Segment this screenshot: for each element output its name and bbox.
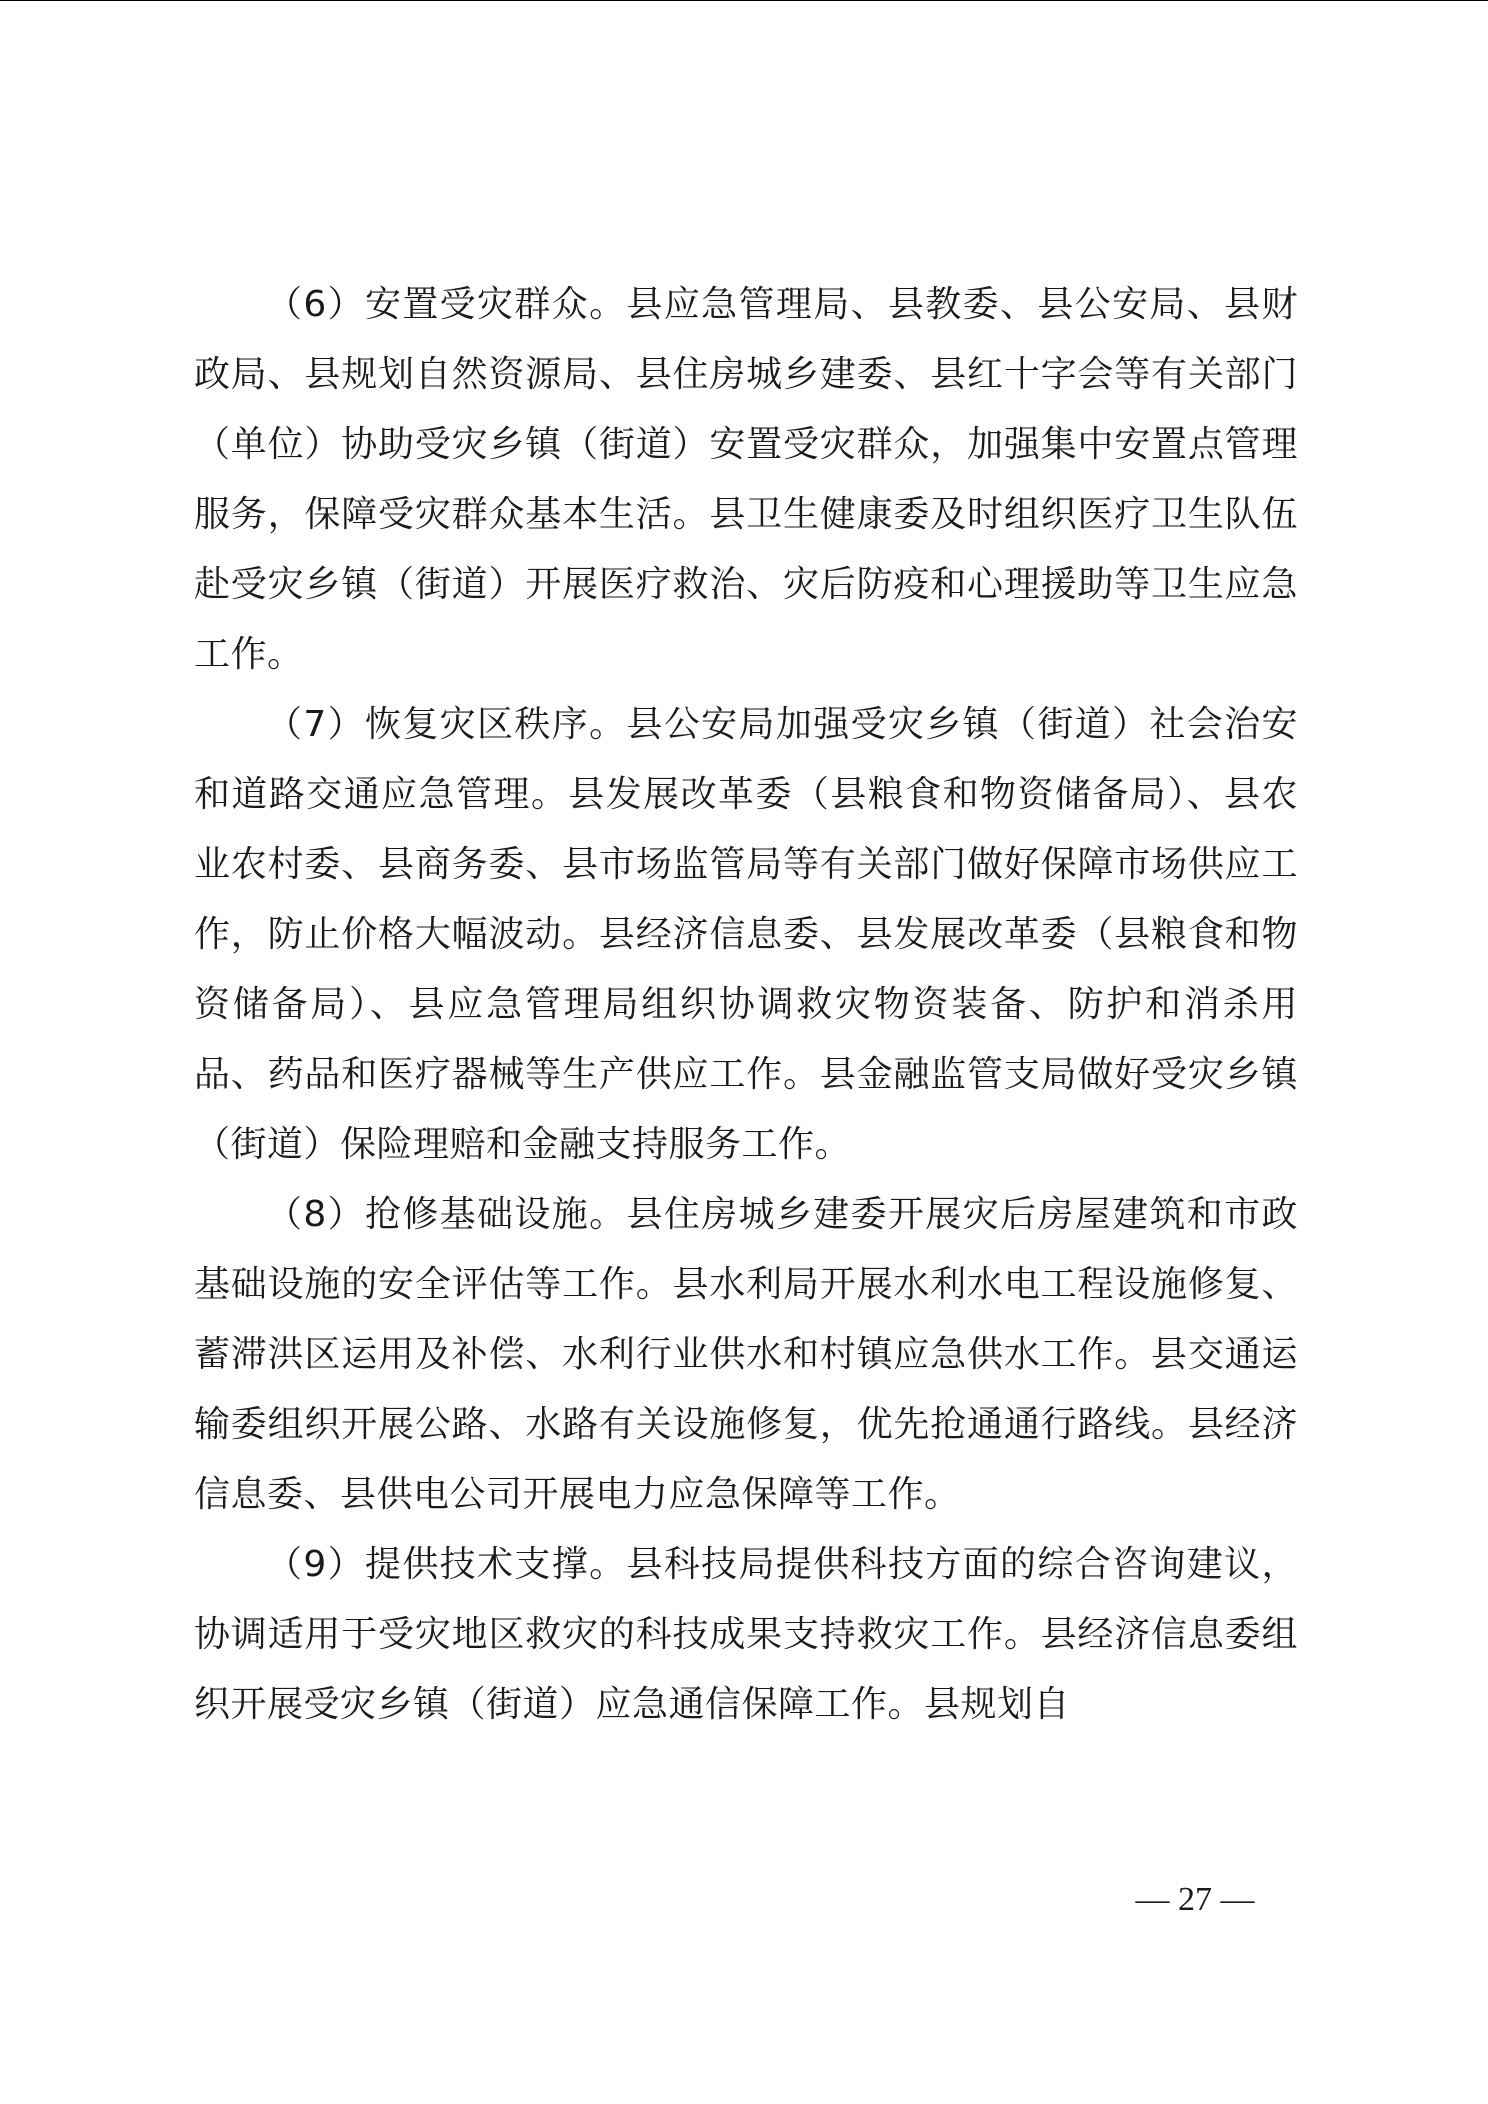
paragraph-6: （6）安置受灾群众。县应急管理局、县教委、县公安局、县财政局、县规划自然资源局、县住房城乡建委、县红十字会等有关部门（单位）协助受灾乡镇（街道）安置受灾群众，加强集中安置点管理服务，保障受灾群众基本生活。县卫生健康委及时组织医疗卫生队伍赴受灾乡镇（街道）开展医疗救治、灾后防疫和心理援助等卫生应急工作。: [194, 284, 1298, 675]
paragraph-7: （7）恢复灾区秩序。县公安局加强受灾乡镇（街道）社会治安和道路交通应急管理。县发展改革委（县粮食和物资储备局）、县农业农村委、县商务委、县市场监管局等有关部门做好保障市场供应工作，防止价格大幅波动。县经济信息委、县发展改革委（县粮食和物资储备局）、县应急管理局组织协调救灾物资装备、防护和消杀用品、药品和医疗器械等生产供应工作。县金融监管支局做好受灾乡镇（街道）保险理赔和金融支持服务工作。: [194, 704, 1298, 1165]
paragraph-9: （9）提供技术支撑。县科技局提供科技方面的综合咨询建议，协调适用于受灾地区救灾的科技成果支持救灾工作。县经济信息委组织开展受灾乡镇（街道）应急通信保障工作。县规划自: [194, 1544, 1298, 1725]
paragraph-8: （8）抢修基础设施。县住房城乡建委开展灾后房屋建筑和市政基础设施的安全评估等工作。县水利局开展水利水电工程设施修复、蓄滞洪区运用及补偿、水利行业供水和村镇应急供水工作。县交通运输委组织开展公路、水路有关设施修复，优先抢通通行路线。县经济信息委、县供电公司开展电力应急保障等工作。: [194, 1194, 1298, 1515]
page-top-border: [0, 0, 1488, 1]
document-body: [194, 270, 1298, 1740]
page-number: — 27 —: [1135, 1881, 1255, 1918]
